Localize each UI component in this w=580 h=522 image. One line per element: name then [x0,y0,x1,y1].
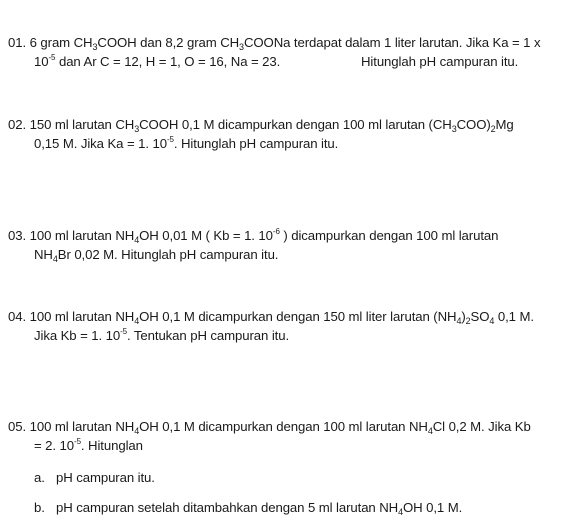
question-5-option-a: a. pH campuran itu. [34,470,155,485]
question-3-line-1: 03. 100 ml larutan $NH_4OH$ 0,01 M ( Kb = 1. $10^{-6}$ ) dicampurkan dengan 100 ml larutan [8,227,499,245]
question-2-line-1: 02. 150 ml larutan $CH_3COOH$ 0,1 M dicampurkan dengan 100 ml larutan $(CH_3COO)_2Mg$ [8,117,514,134]
question-1-instruction: Hitunglah pH campuran itu. [361,54,519,69]
question-1-line-2: $10^{-5}$ dan Ar C = 12, H = 1, O = 16, Na = 23. [34,53,281,69]
question-2-line-2: 0,15 M. Jika Ka = 1. $10^{-5}$. Hitunglah pH campuran itu. [34,135,339,151]
question-5-line-2: = 2. $10^{-5}$. Hitunglan [34,437,143,453]
question-1-line-1: 01. 6 gram $CH_3COOH$ dan 8,2 gram $CH_3COONa$ terdapat dalam 1 liter larutan. Jika Ka = 1 x [8,35,541,52]
question-5-line-1: 05. 100 ml larutan $NH_4OH$ 0,1 M dicampurkan dengan 100 ml larutan $NH_4Cl$ 0,2 M. Jika Kb [8,419,531,436]
question-4-line-1: 04. 100 ml larutan $NH_4OH$ 0,1 M dicampurkan dengan 150 ml liter larutan $(NH_4)_2SO_4$ 0,1 M. [8,309,534,326]
question-3-line-2: $NH_4Br$ 0,02 M. Hitunglah pH campuran itu. [34,247,279,264]
question-number: 01. [8,35,27,50]
question-5-option-b: b. pH campuran setelah ditambahkan dengan 5 ml larutan $NH_4OH$ 0,1 M. [34,500,463,517]
question-4-line-2: Jika Kb = 1. $10^{-5}$. Tentukan pH campuran itu. [34,327,290,343]
